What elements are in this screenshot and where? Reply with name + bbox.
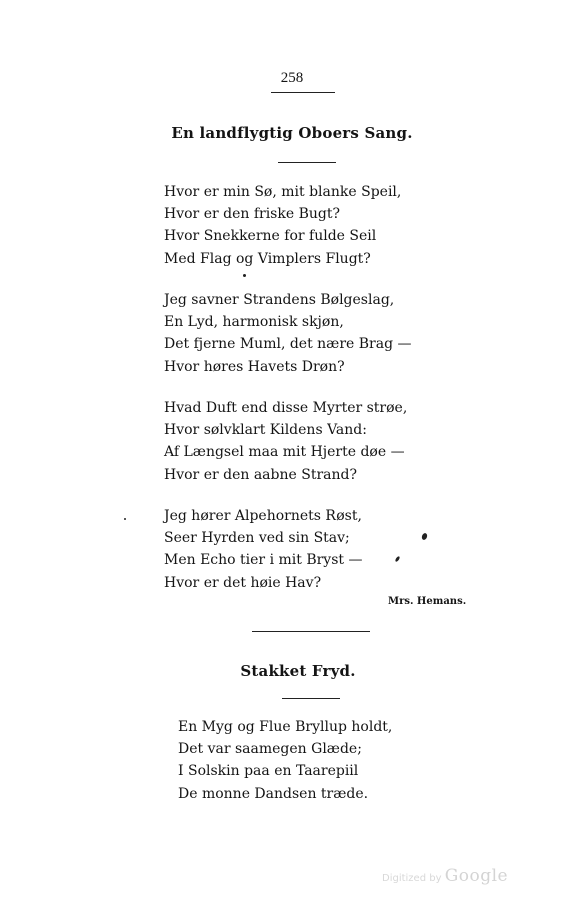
verse-line: Jeg savner Strandens Bølgeslag,	[164, 292, 395, 308]
ink-speck	[421, 532, 428, 540]
poem2-title: Stakket Fryd.	[240, 662, 356, 680]
ink-speck	[395, 556, 401, 563]
verse-line: Hvor er den friske Bugt?	[164, 206, 340, 223]
verse-line: Hvad Duft end disse Myrter strøe,	[164, 400, 408, 416]
ink-speck	[124, 518, 126, 520]
page-number-underline	[271, 92, 335, 93]
verse-line: En Myg og Flue Bryllup holdt,	[178, 719, 393, 735]
verse-line: Men Echo tier i mit Bryst —	[164, 552, 363, 569]
watermark-brand: Google	[444, 866, 509, 886]
section-divider	[252, 631, 370, 632]
poem1-stanza-2	[164, 289, 412, 378]
verse-line: Hvor Snekkerne for fulde Seil	[164, 228, 377, 245]
poem2-title-rule	[282, 698, 340, 699]
verse-line: Hvor sølvklart Kildens Vand:	[164, 422, 367, 439]
verse-line: Hvor er den aabne Strand?	[164, 466, 357, 483]
verse-line: Med Flag og Vimplers Flugt?	[164, 250, 371, 267]
poem1-stanza-1	[164, 181, 401, 270]
poem1-stanza-3	[164, 397, 407, 486]
verse-line: I Solskin paa en Taarepiil	[178, 763, 359, 780]
verse-line: Hvor høres Havets Drøn?	[164, 358, 345, 375]
watermark-prefix: Digitized by	[382, 873, 442, 884]
poem1-title: En landflygtig Oboers Sang.	[171, 124, 413, 142]
page-number: 258	[280, 70, 304, 86]
verse-line: En Lyd, harmonisk skjøn,	[164, 314, 344, 331]
poem1-title-rule	[278, 162, 336, 163]
digitization-watermark	[382, 866, 508, 886]
verse-line: Jeg hører Alpehornets Røst,	[164, 508, 362, 524]
poem1-stanza-4	[164, 505, 362, 594]
verse-line: De monne Dandsen træde.	[178, 785, 369, 802]
ink-speck	[243, 274, 246, 277]
verse-line: Seer Hyrden ved sin Stav;	[164, 530, 350, 547]
verse-line: Af Længsel maa mit Hjerte døe —	[164, 444, 405, 461]
verse-line: Hvor er det høie Hav?	[164, 574, 322, 591]
verse-line: Det fjerne Muml, det nære Brag —	[164, 336, 412, 353]
verse-line: Hvor er min Sø, mit blanke Speil,	[164, 184, 402, 200]
verse-line: Det var saamegen Glæde;	[178, 741, 362, 758]
poem2-stanza-1	[178, 716, 392, 805]
poem1-attribution: Mrs. Hemans.	[388, 596, 467, 607]
